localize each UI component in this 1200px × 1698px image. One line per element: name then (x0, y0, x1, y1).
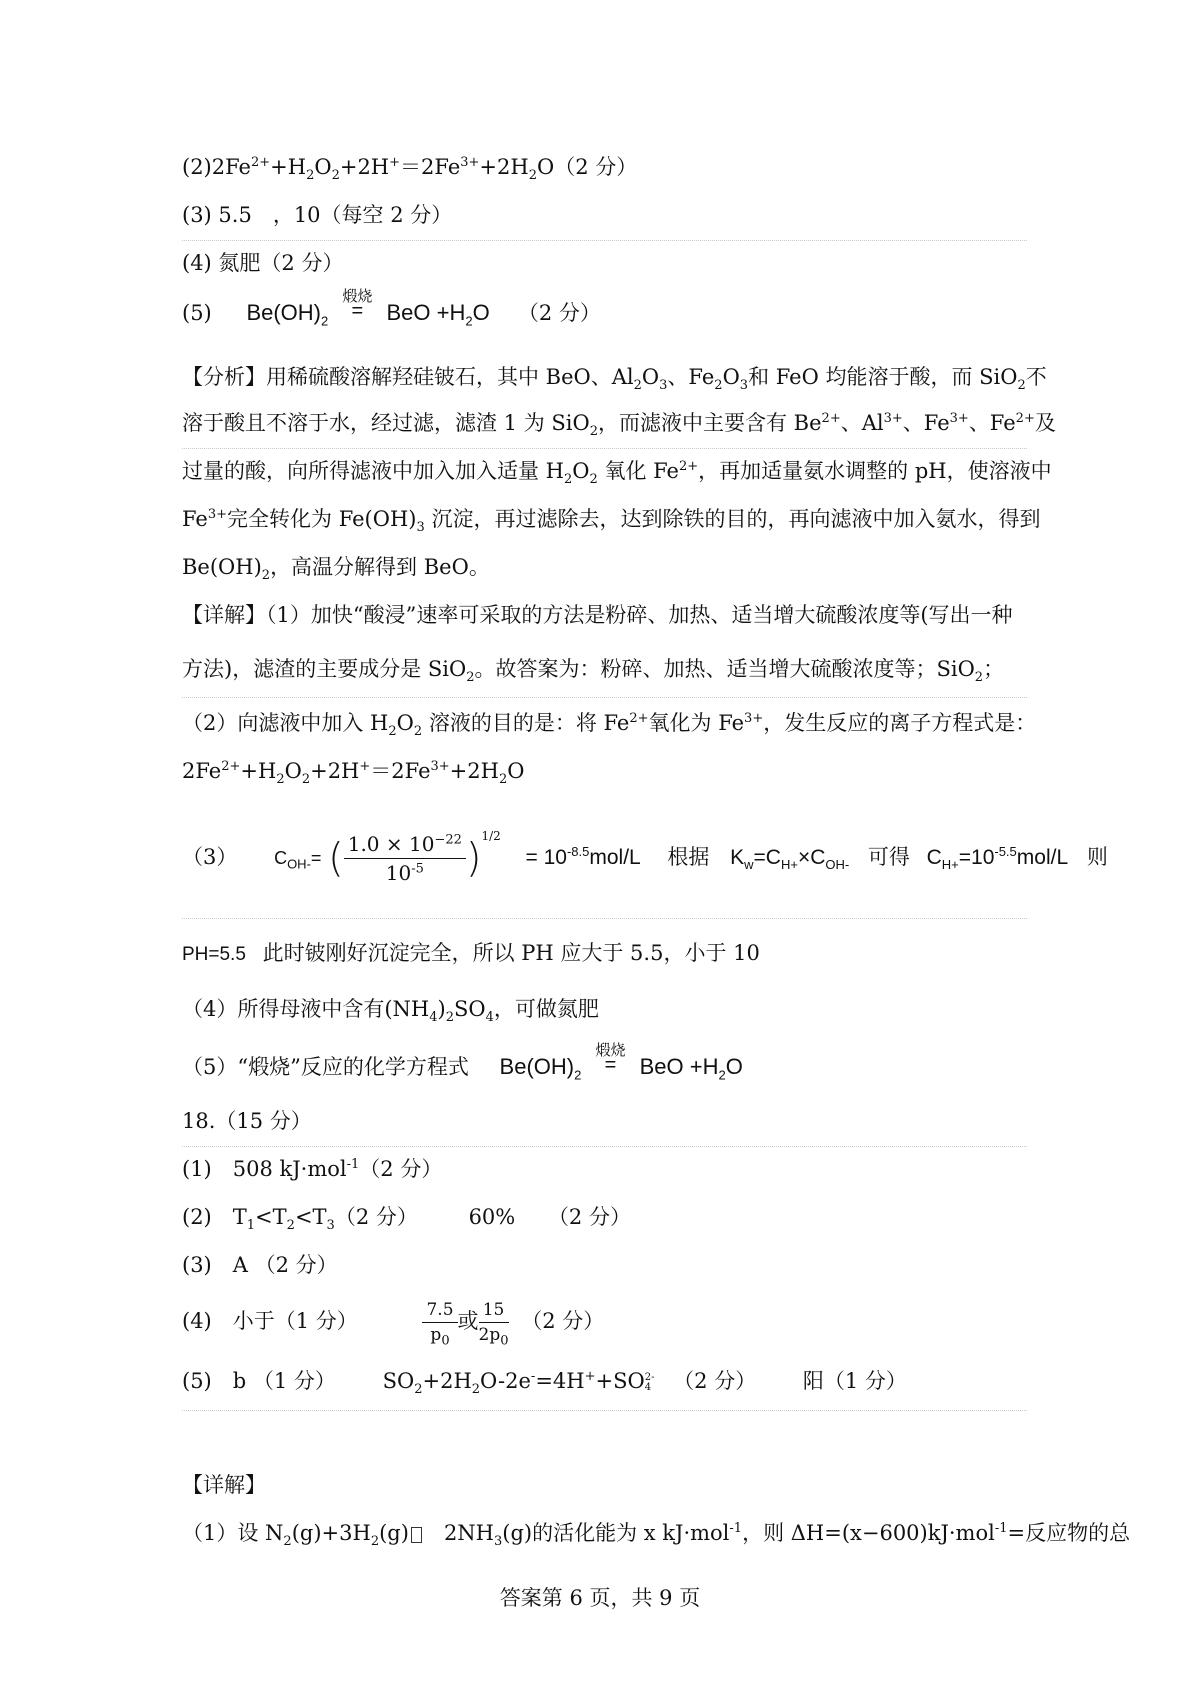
fraction: $\frac{7.5}{p_0}$ (422, 1298, 457, 1347)
answer-3: (3) 5.5 ，10（每空 2 分） (182, 203, 453, 227)
equilibrium-arrow-box (411, 1527, 422, 1543)
divider (182, 1410, 1027, 1411)
analysis-p5: $Be(OH)_2$，高温分解得到 BeO。 (182, 555, 490, 584)
q18-answer-3: (3) A （2 分） (182, 1253, 338, 1277)
analysis-p3: 过量的酸，向所得滤液中加入加入适量 $H_2O_2$ 氧化 $Fe^{2+}$，再加适量氨水调整的 pH，使溶液中 (182, 459, 1052, 488)
divider (182, 918, 1027, 919)
answer-4: (4) 氮肥（2 分） (182, 251, 344, 275)
detail-4: $2Fe^{2+}+H_2O_2+2H^+=2Fe^{3+}+2H_2O$ (182, 759, 525, 788)
detail-5-formula: （3） $C_{OH-}=$ ( $\frac{1.0 \times 10^{-22}}{10^{-5}}$ )$^{1/2} = 10^{-8.5}mol/L$ 根据 $K_w=C_{H+}\times C_{OH-}$ 可得 $C_{H+}=10^{-5.5}mol/L$ 则 (182, 829, 1108, 885)
fraction: $\frac{1.0 \times 10^{-22}}{10^{-5}}$ (344, 830, 466, 887)
fraction: $\frac{15}{2p_0}$ (478, 1300, 509, 1349)
equation: $Be(OH)_2$ 煅烧 = BeO $+H_2O$ (499, 1042, 743, 1083)
q18-detail-1: （1）设 $N_2(g)+3H_2(g)$ $2NH_3(g)$的活化能为 x kJ·mol$^{-1}$，则 ΔH=(x−600)kJ·mol$^{-1}$=反应物的总 (182, 1521, 1131, 1550)
analysis-p4: $Fe^{3+}$完全转化为 $Fe(OH)_3$ 沉淀，再过滤除去，达到除铁的目的，再向滤液中加入氨水，得到 (182, 507, 1041, 536)
detail-3: （2）向滤液中加入 $H_2O_2$ 溶液的目的是：将 $Fe^{2+}$氧化为 $Fe^{3+}$，发生反应的离子方程式是： (182, 711, 1037, 740)
detail-2: 方法)，滤渣的主要成分是 SiO$_2$。故答案为：粉碎、加热、适当增大硫酸浓度等；SiO$_2$； (182, 657, 1005, 686)
analysis-p1: 【分析】用稀硫酸溶解羟硅铍石，其中 BeO、$Al_2O_3$、$Fe_2O_3$和 FeO 均能溶于酸，而 SiO$_2$不 (182, 365, 1047, 394)
divider (182, 1146, 1027, 1147)
detail-1: 【详解】（1）加快“酸浸”速率可采取的方法是粉碎、加热、适当增大硫酸浓度等(写出一种 (182, 603, 1013, 627)
q18-answer-2: (2) $T_1<T_2<T_3(2$ 分） 60% （2 分） (182, 1205, 631, 1234)
q18-answer-1: (1) 508 kJ·mol$^{-1}$（2 分） (182, 1157, 443, 1181)
detail-8: （5）“煅烧”反应的化学方程式 $Be(OH)_2$ 煅烧 = BeO $+H_2O$ (182, 1042, 743, 1083)
analysis-p2: 溶于酸且不溶于水，经过滤，滤渣 1 为 SiO$_2$，而滤液中主要含有 $Be^{2+}$、$Al^{3+}$、$Fe^{3+}$、$Fe^{2+}$及 (182, 411, 1056, 440)
answer-2: $(2)2Fe^{2+}+H_2O_2+2H^+=2Fe^{3+}+2H_2O(2$ 分） (182, 155, 638, 184)
divider (182, 240, 1027, 241)
q18-detail-heading: 【详解】 (182, 1473, 266, 1497)
page-footer: 答案第 6 页，共 9 页 (499, 1586, 701, 1610)
detail-7: （4）所得母液中含有$(NH_4)_2SO_4$，可做氮肥 (182, 997, 599, 1026)
answer-5: (5) $Be(OH)_2$ 煅烧 = BeO $+H_2O$ （2 分） (182, 288, 601, 329)
equation: $Be(OH)_2$ 煅烧 = BeO $+H_2O$ (246, 288, 490, 329)
divider (182, 697, 1027, 698)
divider (182, 448, 1027, 449)
q18-heading: 18.（15 分） (182, 1109, 312, 1133)
q18-answer-5: (5) b （1 分） $SO_2+2H_2O-2e^-=4H^++SO$ 2- 4 （2 分） 阳（1 分） (182, 1369, 907, 1398)
q18-answer-4: (4) 小于（1 分） $\frac{7.5}{p_0}$ 或 $\frac{15}{2p_0}$ （2 分） (182, 1300, 605, 1349)
detail-6: PH=5.5 此时铍刚好沉淀完全，所以 PH 应大于 5.5，小于 10 (182, 941, 760, 965)
